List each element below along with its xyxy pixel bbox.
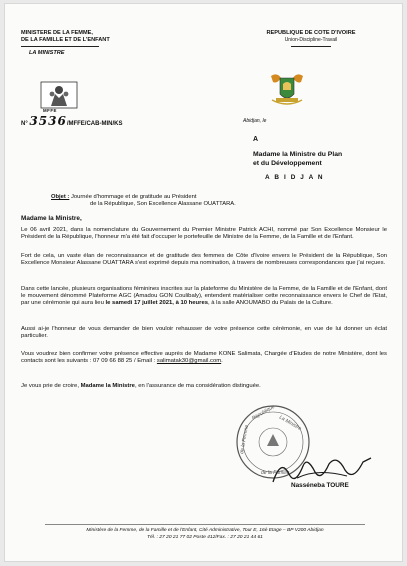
p3-text-a: Dans cette lancée, plusieurs organisations féminines inscrites sur la plateforme du Ministère de la Femme, de la Famille et de l'Enfant, dont le mouvement dénommé Plateforme AGC (Amadou GON Coulibaly), entendent matérialiser cette reconnaissance envers le Chef de l'Etat, par une cérémonie qui aura lieu xyxy=(21,286,387,307)
letter-page xyxy=(4,3,403,562)
reference-number xyxy=(21,114,122,128)
republic-motto: Union-Discipline-Travail xyxy=(284,37,338,43)
p5-text-b: . xyxy=(221,358,223,365)
republic-name: REPUBLIQUE DE COTE D'IVOIRE xyxy=(266,30,356,36)
p6-text-a: Je vous prie de croire, xyxy=(21,383,81,389)
svg-text:de la Femme: de la Femme xyxy=(239,424,251,455)
footer xyxy=(45,524,365,541)
minister-title: LA MINISTRE xyxy=(29,50,65,56)
footer-address: Ministère de la Femme, de la Famille et de l'Enfant, Cité Administrative, Tour E, 16è Etage – BP V200 Abidjan xyxy=(86,528,324,533)
ministry-line-2: DE LA FAMILLE ET DE L'ENFANT xyxy=(21,37,110,43)
svg-text:de la Famille: de la Famille xyxy=(261,470,290,476)
subject-line-1: Journée d'hommage et de gratitude au Président xyxy=(69,194,197,200)
event-date: le samedi 17 juillet 2021, à 10 heures xyxy=(105,300,208,307)
p5-text-a: Vous voudrez bien confirmer votre présence effective auprès de Madame KONE Salimata, Chargée d'Etudes de notre Ministère, dont les contacts sont les suivants : 07 09 66 88 25 / Email : xyxy=(21,351,387,365)
subject-line-2: de la République, Son Excellence Alassane OUATTARA. xyxy=(90,201,236,208)
salutation: Madame la Ministre, xyxy=(21,215,82,222)
recipient-line-1: Madame la Ministre du Plan xyxy=(253,151,343,158)
recipient-line-2: et du Développement xyxy=(253,160,322,167)
paragraph-5 xyxy=(21,351,387,365)
ref-prefix: N° xyxy=(21,121,28,127)
republic-header xyxy=(231,30,391,47)
logo-caption: MFFE xyxy=(43,108,57,113)
p3-text-b: , à la salle ANOUMABO du Palais de la Culture. xyxy=(208,300,333,307)
recipient-title xyxy=(253,150,393,168)
subject xyxy=(51,194,351,208)
paragraph-2: Fort de cela, un vaste élan de reconnaissance et de gratitude des femmes de Côte d'Ivoire envers le Président de la République, Son Excellence Monsieur Alassane OUATTARA s'est exprimé depuis ma nomination, à travers de nombreuses correspondances que j'ai reçues. xyxy=(21,253,387,267)
paragraph-3 xyxy=(21,286,387,308)
footer-contact: Tél. : 27 20 21 77 02 Poste 412/Fax. : 27 20 21 44 61 xyxy=(147,535,263,540)
ref-number: 3536 xyxy=(29,114,67,128)
recipient-city: A B I D J A N xyxy=(265,174,325,181)
header-rule xyxy=(21,46,99,47)
ministry-logo-icon xyxy=(39,80,79,110)
coat-of-arms-icon xyxy=(267,70,307,108)
ministry-header xyxy=(21,30,171,57)
place-date: Abidjan, le xyxy=(243,118,267,124)
svg-text:La Ministre: La Ministre xyxy=(278,414,303,432)
ref-suffix: /MFFE/CAB-MIN/KS xyxy=(66,121,123,127)
p6-bold: Madame la Ministre xyxy=(80,383,135,389)
svg-text:République: République xyxy=(251,403,276,422)
signatory-name: Nasséneba TOURE xyxy=(291,482,349,489)
paragraph-4: Aussi ai-je l'honneur de vous demander de bien vouloir rehausser de votre présence cette cérémonie, en vue de lui donner un éclat particulier. xyxy=(21,326,387,340)
paragraph-1: Le 06 avril 2021, dans la nomenclature du Gouvernement du Premier Ministre Patrick ACHI, nommé par Son Excellence Monsieur le Président de la République, l'honneur m'a été fait d'occuper le portefeuille de Ministre de la Femme, de la Famille et de l'Enfant. xyxy=(21,227,387,241)
motto-rule xyxy=(291,46,331,47)
recipient-prefix: A xyxy=(253,136,259,143)
ministry-line-1: MINISTERE DE LA FEMME, xyxy=(21,30,93,36)
p6-text-b: , en l'assurance de ma considération distinguée. xyxy=(134,383,261,389)
subject-label: Objet : xyxy=(51,194,70,200)
closing-paragraph xyxy=(21,383,387,390)
contact-email-link[interactable]: salimatak30@gmail.com xyxy=(156,358,222,365)
